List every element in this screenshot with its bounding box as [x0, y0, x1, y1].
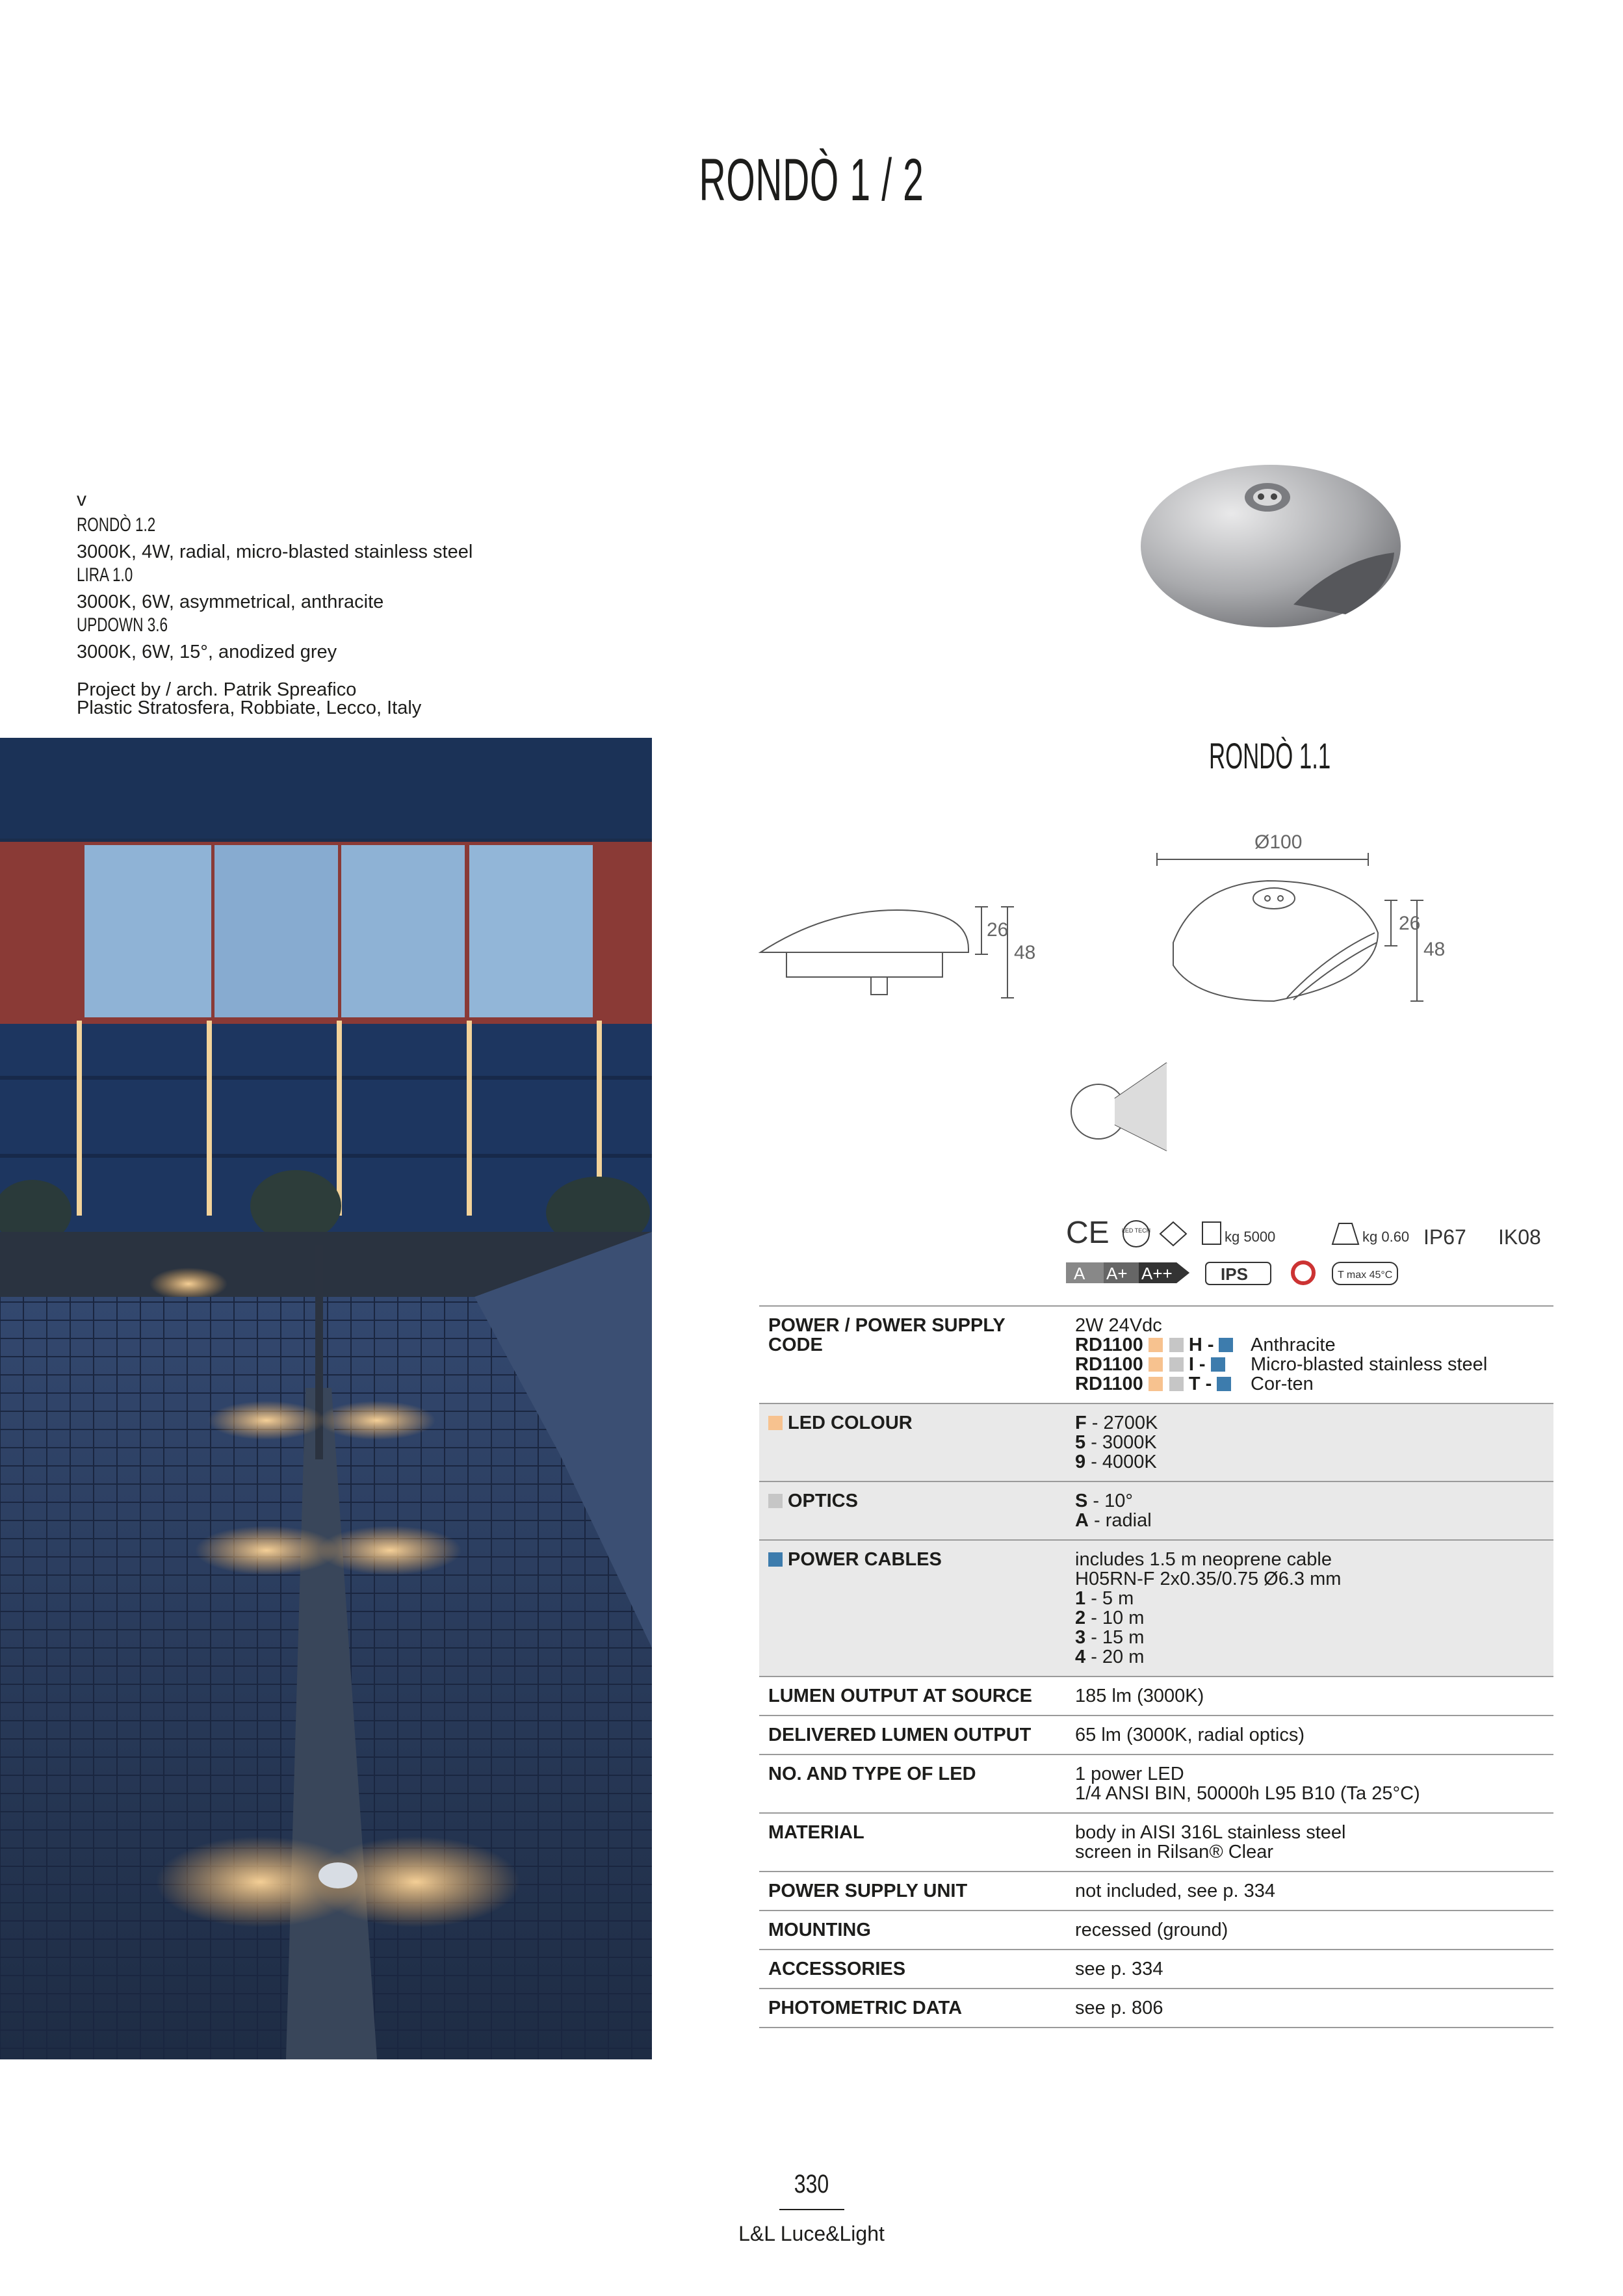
project-photo: [0, 738, 652, 2059]
code-row: [1075, 1355, 1546, 1374]
dim-diameter: Ø100: [1254, 831, 1303, 853]
spec-key: POWER / POWER SUPPLY: [768, 1315, 1006, 1336]
spec-key: LED COLOUR: [788, 1413, 913, 1433]
finish-desc: Cor-ten: [1251, 1374, 1314, 1394]
code-row: [1075, 1335, 1546, 1355]
led-tech-label: LED TECH: [1121, 1227, 1151, 1234]
spec-key: CODE: [768, 1335, 823, 1355]
dim-height-26: 26: [987, 919, 1009, 941]
table-row: MOUNTING recessed (ground): [759, 1911, 1553, 1950]
chevron-down-icon: v: [77, 489, 86, 510]
product-code: RD1100: [1075, 1374, 1143, 1394]
load-icon: [1202, 1222, 1221, 1244]
finish-code: H -: [1188, 1335, 1214, 1355]
energy-class-a-plus-plus: A++: [1141, 1264, 1173, 1283]
table-row: LUMEN OUTPUT AT SOURCE 185 lm (3000K): [759, 1676, 1553, 1715]
product-code: RD1100: [1075, 1335, 1143, 1355]
brand-name: L&L Luce&Light: [738, 2222, 885, 2245]
load-weight: kg 5000: [1225, 1229, 1276, 1245]
dimension-drawing: [741, 813, 1586, 1235]
table-row: ACCESSORIES see p. 334: [759, 1950, 1553, 1989]
finish-code: T -: [1188, 1374, 1212, 1394]
page-number: 330: [794, 2170, 829, 2198]
spec-key: OPTICS: [788, 1491, 858, 1511]
class-iii-icon: [1160, 1222, 1186, 1246]
caption-name: LIRA 1.0: [77, 564, 133, 586]
weight-icon: [1332, 1223, 1358, 1244]
table-row: DELIVERED LUMEN OUTPUT 65 lm (3000K, radial optics): [759, 1715, 1553, 1755]
spec-value: 2W 24Vdc: [1075, 1315, 1162, 1336]
spec-table: [759, 1305, 1553, 2028]
table-row: [759, 1306, 1553, 1403]
caption-name: RONDÒ 1.2: [77, 514, 156, 536]
ip-rating: IP67: [1423, 1225, 1466, 1249]
table-row: POWER CABLES includes 1.5 m neoprene cable H05RN-F 2x0.35/0.75 Ø6.3 mm 1 - 5 m 2 - 10 m 3 - 15 m 4 - 20 m: [759, 1540, 1553, 1676]
caption-desc: 3000K, 6W, asymmetrical, anthracite: [77, 592, 384, 612]
caption-desc: 3000K, 4W, radial, micro-blasted stainless steel: [77, 541, 473, 562]
product-code: RD1100: [1075, 1354, 1143, 1375]
dim-height-48: 48: [1014, 942, 1036, 963]
caption-name: UPDOWN 3.6: [77, 614, 168, 636]
code-row: [1075, 1374, 1546, 1394]
finish-desc: Micro-blasted stainless steel: [1251, 1354, 1488, 1375]
ik-rating: IK08: [1498, 1225, 1541, 1249]
energy-class-a-plus: A+: [1106, 1264, 1128, 1283]
table-row: LED COLOUR F - 2700K 5 - 3000K 9 - 4000K: [759, 1403, 1553, 1481]
finish-desc: Anthracite: [1251, 1335, 1336, 1355]
certification-icons: [1066, 1216, 1560, 1294]
table-row: MATERIAL body in AISI 316L stainless steel screen in Rilsan® Clear: [759, 1813, 1553, 1872]
product-photo: [1131, 455, 1410, 637]
project-location: Plastic Stratosfera, Robbiate, Lecco, Italy: [77, 698, 422, 718]
finish-code: I -: [1188, 1354, 1206, 1375]
table-row: PHOTOMETRIC DATA see p. 806: [759, 1989, 1553, 2028]
dim-height-48-b: 48: [1423, 939, 1446, 960]
product-weight: kg 0.60: [1362, 1229, 1410, 1245]
footer-divider: [779, 2209, 844, 2210]
table-row: NO. AND TYPE OF LED 1 power LED 1/4 ANSI BIN, 50000h L95 B10 (Ta 25°C): [759, 1755, 1553, 1813]
ips-label: IPS: [1221, 1264, 1248, 1284]
led-tech-icon: [1123, 1221, 1149, 1247]
table-row: POWER SUPPLY UNIT not included, see p. 334: [759, 1872, 1553, 1911]
project-credit: Project by / arch. Patrik Spreafico: [77, 679, 357, 700]
tmax-label: T max 45°C: [1338, 1270, 1393, 1281]
dim-height-26-b: 26: [1399, 913, 1421, 934]
product-title: RONDÒ 1.1: [1209, 735, 1331, 776]
table-row: OPTICS S - 10° A - radial: [759, 1481, 1553, 1540]
page-title: RONDÒ 1 / 2: [699, 147, 924, 213]
ce-icon: CE: [1066, 1216, 1110, 1250]
spec-key: POWER CABLES: [788, 1549, 942, 1570]
colour-icon: [1293, 1262, 1314, 1283]
energy-class-a: A: [1074, 1264, 1085, 1283]
caption-desc: 3000K, 6W, 15°, anodized grey: [77, 642, 337, 662]
photo-caption: [77, 514, 473, 717]
